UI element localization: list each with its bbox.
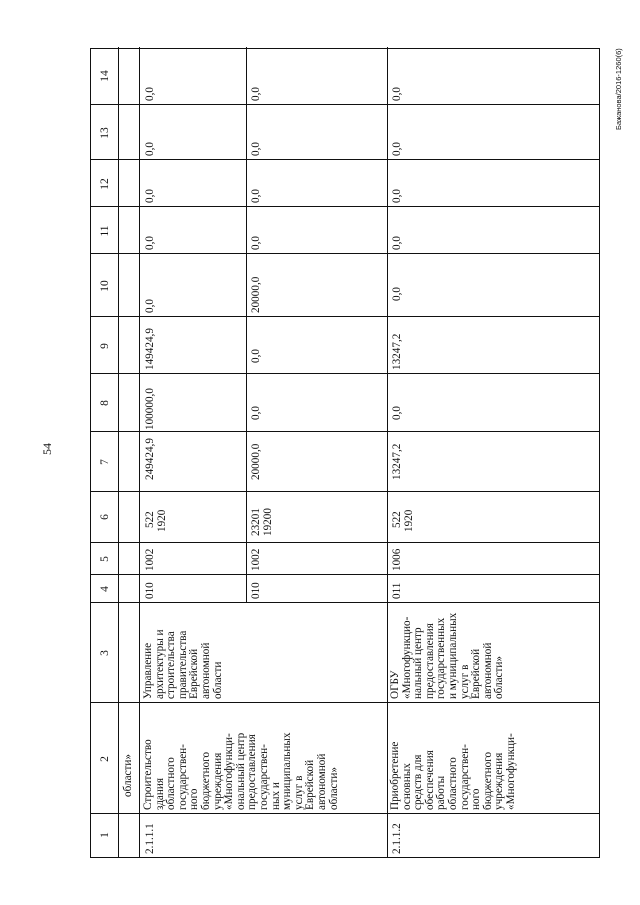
rotated-page [90, 48, 623, 858]
col-header-9: 9 [99, 343, 111, 349]
executor-line: услуг в [458, 664, 471, 699]
row-name-line: «Многофункци- [504, 733, 517, 810]
col-header-10: 10 [99, 280, 111, 292]
row-name-line: ного [188, 788, 201, 810]
row-number: 2.1.1.1 [144, 823, 156, 854]
col-header-8: 8 [99, 400, 111, 406]
col-header-7: 7 [99, 459, 111, 465]
executor-line: архитектуры и [153, 629, 166, 699]
executor-line: строительства [165, 631, 178, 699]
value-col14: 0,0 [144, 87, 156, 101]
value-col7: 249424,9 [144, 438, 156, 480]
code-col6-b: 1920 [156, 509, 168, 532]
executor-line: области [211, 661, 224, 699]
value-col9: 13247,2 [391, 333, 403, 370]
code-col6-a: 23201 [250, 508, 262, 536]
value-col14: 0,0 [250, 87, 262, 101]
row-name-line: основных [400, 763, 413, 810]
row-name-line: работы [435, 775, 448, 810]
col-header-11: 11 [99, 225, 111, 237]
value-col9: 149424,9 [144, 328, 156, 370]
row-name-line: «Многофункци- [223, 733, 236, 810]
value-col7: 13247,2 [391, 443, 403, 480]
value-col12: 0,0 [391, 189, 403, 203]
row-name-line: областного [446, 757, 459, 810]
executor-line: нальный центр [412, 627, 425, 699]
col-header-5: 5 [99, 556, 111, 562]
row-name-line: учреждения [493, 752, 506, 810]
executor-line: ОГБУ [389, 670, 401, 699]
code-col4: 010 [250, 582, 262, 599]
row-name-line: автономной [315, 753, 328, 810]
row-name-line: бюджетного [481, 751, 494, 810]
col-header-14: 14 [99, 70, 111, 82]
executor-line: автономной [199, 642, 212, 699]
value-col12: 0,0 [144, 189, 156, 203]
value-col7: 20000,0 [250, 443, 262, 480]
row-name-line: Приобретение [389, 741, 401, 810]
code-col5: 1002 [144, 548, 156, 571]
row-name-line: ного [470, 788, 483, 810]
value-col13: 0,0 [250, 142, 262, 156]
value-col11: 0,0 [144, 236, 156, 250]
executor-cell [390, 613, 506, 699]
value-col11: 0,0 [250, 236, 262, 250]
row-name-line: государствен- [176, 744, 189, 810]
value-col10: 0,0 [144, 299, 156, 313]
code-col4: 010 [144, 582, 156, 599]
row-name-line: государствен- [458, 744, 471, 810]
executor-line: предоставления [423, 623, 436, 699]
value-col12: 0,0 [250, 189, 262, 203]
code-col6-b: 19200 [262, 508, 274, 536]
executor-line: Управление [142, 642, 154, 699]
row-name-line: услуг в [292, 775, 305, 810]
row-name-cell [143, 733, 340, 810]
value-col10: 0,0 [391, 287, 403, 301]
value-col10: 20000,0 [250, 276, 262, 313]
row-name-line: Еврейской [304, 759, 317, 810]
executor-line: области» [493, 656, 506, 699]
row-name-line: муниципальных [281, 732, 294, 810]
row-name-line: обеспечения [423, 750, 436, 810]
executor-line: и муниципальных [446, 612, 459, 699]
executor-line: государственных [435, 617, 448, 699]
value-col14: 0,0 [391, 87, 403, 101]
col-header-13: 13 [99, 127, 111, 139]
row-name-line: предоставления [246, 734, 259, 810]
code-col6-a: 522 [144, 511, 156, 528]
executor-line: правительства [176, 630, 189, 699]
code-col5: 1002 [250, 548, 262, 571]
value-col8: 0,0 [250, 406, 262, 420]
col-header-2: 2 [99, 756, 111, 762]
code-col6-b: 1920 [403, 509, 415, 532]
col-header-1: 1 [99, 832, 111, 838]
executor-line: автономной [481, 642, 494, 699]
value-col11: 0,0 [391, 236, 403, 250]
budget-table [90, 48, 600, 858]
page-number: 54 [40, 443, 54, 455]
executor-cell [143, 629, 224, 699]
executor-line: Еврейской [188, 648, 201, 699]
row-name-line: области» [327, 767, 340, 810]
value-col8: 100000,0 [144, 388, 156, 430]
executor-line: «Многофункцио- [400, 616, 413, 699]
row-name-line: учреждения [211, 752, 224, 810]
continuation-text: области» [122, 754, 134, 797]
code-col6-a: 522 [391, 511, 403, 528]
value-col9: 0,0 [250, 349, 262, 363]
code-col4: 011 [391, 582, 403, 599]
document-footer: Бажанова/2016-1260(6) [614, 48, 623, 130]
col-header-12: 12 [99, 178, 111, 190]
row-name-line: ональный центр [234, 732, 247, 810]
value-col8: 0,0 [391, 406, 403, 420]
row-name-line: Строительство [142, 739, 154, 810]
row-name-line: средств для [412, 754, 425, 810]
row-name-line: ных и [269, 782, 282, 810]
row-name-line: здания [153, 778, 166, 810]
code-col5: 1006 [391, 548, 403, 571]
value-col13: 0,0 [144, 142, 156, 156]
col-header-4: 4 [99, 586, 111, 592]
row-name-line: государствен- [257, 744, 270, 810]
row-name-line: областного [165, 757, 178, 810]
row-name-cell [390, 733, 518, 810]
col-header-3: 3 [99, 650, 111, 656]
executor-line: Еврейской [470, 648, 483, 699]
row-name-line: бюджетного [199, 751, 212, 810]
col-header-6: 6 [99, 514, 111, 520]
row-number: 2.1.1.2 [391, 823, 403, 854]
value-col13: 0,0 [391, 142, 403, 156]
